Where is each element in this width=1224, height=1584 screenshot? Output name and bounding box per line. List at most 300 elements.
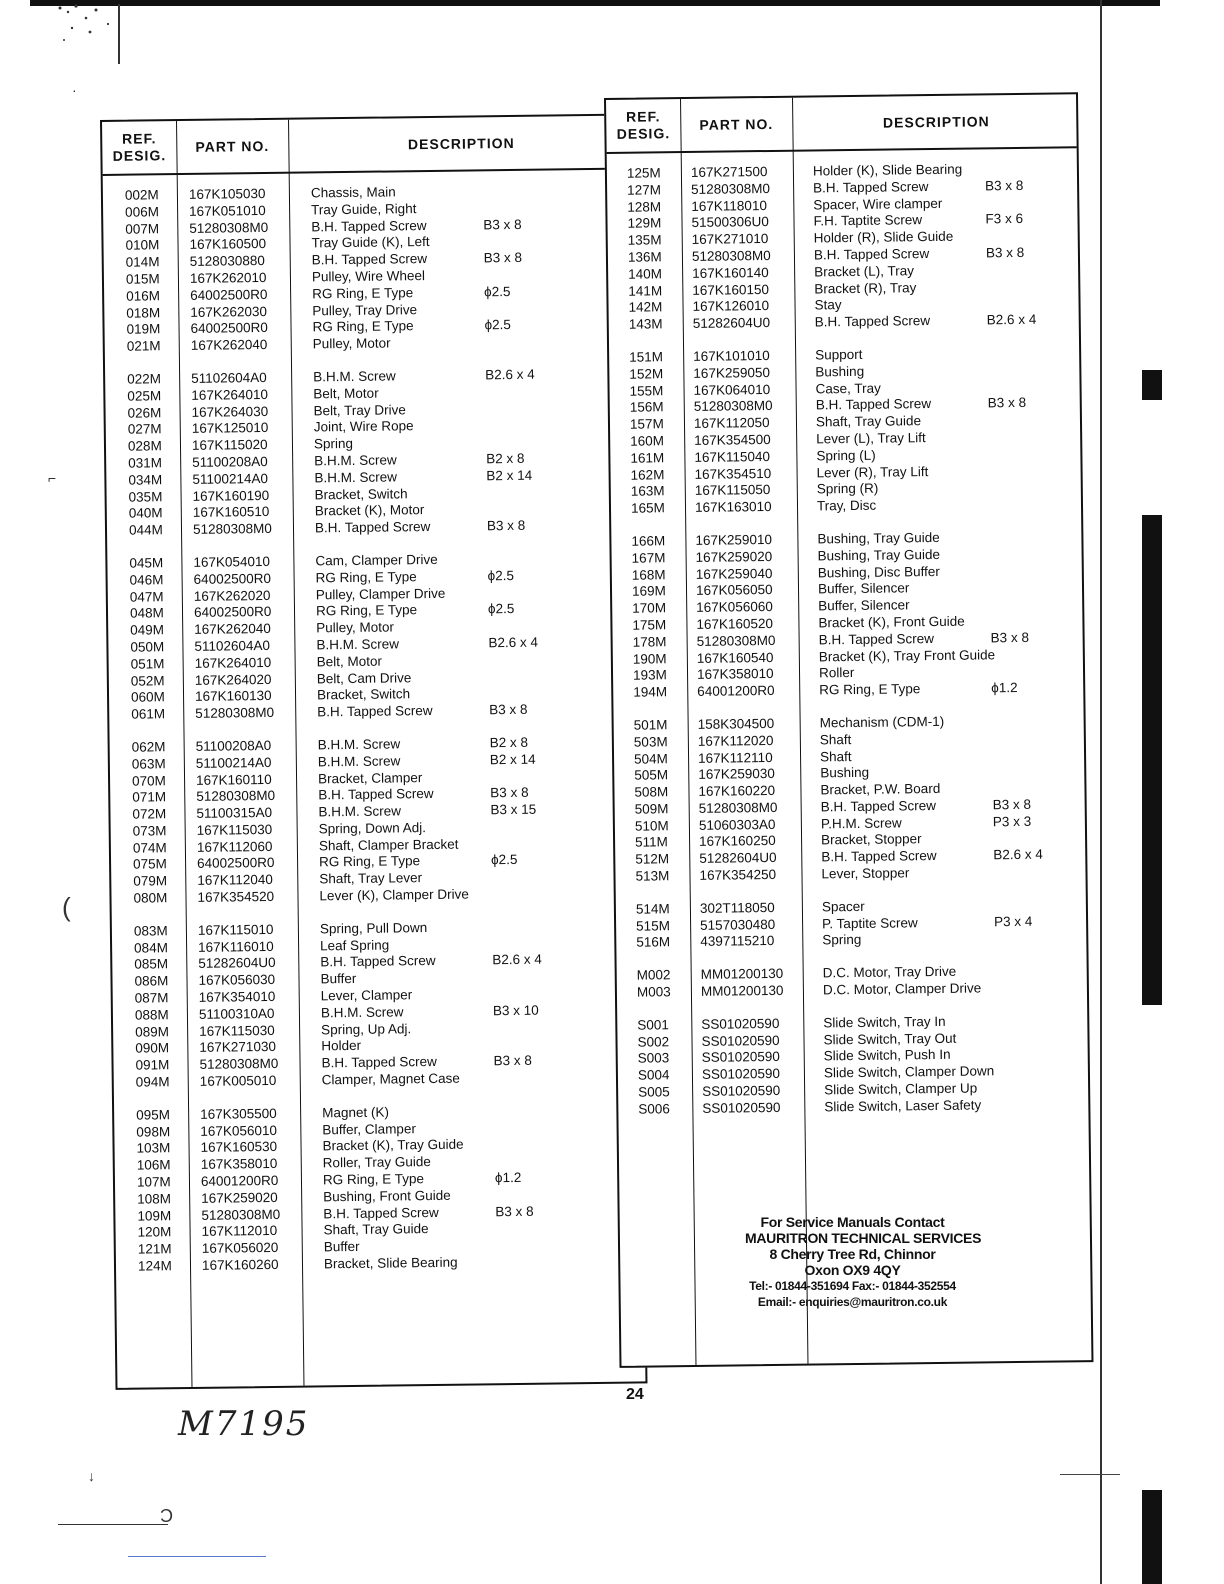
ref-desig-cell: 140M: [628, 266, 663, 282]
header-part-no: PART NO.: [195, 137, 270, 155]
size-cell: B3 x 8: [483, 250, 523, 266]
part-number-cell: SS01020590: [701, 1015, 780, 1032]
header-description: DESCRIPTION: [407, 134, 515, 152]
ref-desig-cell: 090M: [135, 1040, 170, 1057]
description-cell: B.H. Tapped Screw: [318, 786, 434, 803]
service-line: MAURITRON TECHNICAL SERVICES: [745, 1230, 982, 1246]
ref-desig-cell: 052M: [130, 672, 165, 689]
description-cell: Spring: [822, 932, 862, 948]
description-cell: Tray Guide (K), Left: [311, 234, 430, 251]
part-number-cell: MM01200130: [700, 966, 784, 983]
description-cell: Pulley, Tray Drive: [312, 301, 418, 318]
part-number-cell: 167K056060: [696, 599, 773, 616]
description-cell: Slide Switch, Laser Safety: [824, 1097, 982, 1115]
part-number-cell: 167K259040: [695, 565, 773, 582]
part-number-cell: 167K271030: [199, 1039, 277, 1056]
part-number-cell: 167K112040: [197, 872, 273, 889]
ref-desig-cell: 074M: [132, 839, 167, 856]
description-cell: Spring, Pull Down: [319, 919, 428, 937]
ref-desig-cell: 022M: [127, 371, 162, 387]
description-cell: B.H. Tapped Screw: [317, 703, 433, 720]
ref-desig-cell: 513M: [635, 868, 670, 884]
ref-desig-cell: 049M: [130, 622, 165, 638]
description-cell: B.H.M. Screw: [313, 368, 396, 385]
ref-desig-cell: 071M: [132, 789, 167, 805]
size-cell: B3 x 8: [486, 517, 526, 534]
ref-desig-cell: 175M: [632, 617, 667, 633]
description-cell: B.H.M. Screw: [320, 1004, 404, 1021]
description-cell: Shaft: [819, 731, 852, 748]
description-cell: B.H. Tapped Screw: [320, 953, 436, 970]
service-line: Oxon OX9 4QY: [804, 1262, 901, 1278]
ref-desig-cell: 504M: [633, 750, 668, 767]
ref-desig-cell: 169M: [631, 583, 666, 600]
header-ref-desig: REF. DESIG.: [112, 130, 167, 164]
description-cell: Lever (K), Clamper Drive: [319, 886, 469, 904]
part-number-cell: 167K160540: [696, 649, 774, 666]
ref-desig-cell: 109M: [137, 1207, 172, 1224]
part-number-cell: 51060303A0: [698, 816, 776, 833]
description-cell: B.H. Tapped Screw: [311, 217, 427, 235]
ref-desig-cell: 194M: [633, 684, 668, 700]
part-number-cell: 167K115030: [199, 1022, 275, 1039]
part-number-cell: 167K264020: [194, 671, 272, 688]
part-number-cell: 167K112020: [697, 732, 774, 749]
ref-desig-cell: 016M: [126, 288, 161, 304]
ref-desig-cell: 079M: [133, 873, 168, 889]
ref-desig-cell: 051M: [130, 655, 165, 672]
part-number-cell: 5128030880: [189, 253, 265, 270]
size-cell: B3 x 8: [987, 395, 1027, 411]
scan-noise-mark: [52, 0, 122, 90]
ref-desig-cell: 061M: [131, 706, 166, 722]
ref-desig-cell: S001: [637, 1017, 669, 1033]
part-number-cell: 51280308M0: [195, 705, 275, 721]
description-cell: Buffer, Silencer: [818, 597, 910, 614]
description-cell: Spring, Down Adj.: [318, 819, 427, 837]
ref-desig-cell: 127M: [627, 182, 661, 198]
ref-desig-cell: 087M: [134, 990, 169, 1006]
description-cell: Joint, Wire Rope: [313, 418, 414, 435]
ref-desig-cell: 129M: [627, 215, 662, 232]
ref-desig-cell: 157M: [629, 416, 664, 432]
part-number-cell: 51280308M0: [691, 180, 771, 197]
ref-desig-cell: 505M: [634, 767, 669, 783]
description-cell: Magnet (K): [322, 1104, 390, 1121]
part-number-cell: 167K259030: [698, 766, 775, 783]
ref-desig-cell: 019M: [126, 321, 161, 338]
ref-desig-cell: 151M: [629, 349, 664, 365]
ref-desig-cell: 516M: [636, 934, 671, 951]
ref-desig-cell: 021M: [126, 338, 161, 354]
part-number-cell: 51100310A0: [198, 1005, 275, 1022]
ref-desig-cell: 512M: [635, 851, 670, 867]
part-number-cell: 167K160130: [194, 688, 272, 705]
size-cell: B3 x 8: [493, 1053, 532, 1069]
description-cell: Belt, Motor: [316, 653, 383, 670]
ref-desig-cell: 034M: [128, 472, 163, 488]
parts-table-left: [100, 114, 647, 1390]
ref-desig-cell: 086M: [134, 973, 169, 989]
part-number-cell: 167K115030: [196, 821, 273, 838]
description-cell: B.H. Tapped Screw: [813, 178, 929, 196]
ref-desig-cell: 162M: [630, 466, 665, 483]
part-number-cell: 64001200R0: [200, 1172, 279, 1189]
part-number-cell: 167K354520: [197, 889, 275, 905]
part-number-cell: MM01200130: [700, 982, 784, 999]
description-cell: Chassis, Main: [310, 184, 396, 201]
description-cell: Slide Switch, Push In: [823, 1047, 951, 1064]
ref-desig-cell: 028M: [127, 438, 162, 454]
description-cell: Belt, Motor: [313, 385, 379, 402]
ref-desig-cell: 060M: [130, 689, 165, 705]
description-cell: B.H.M. Screw: [318, 803, 402, 820]
ref-desig-cell: 091M: [135, 1057, 170, 1073]
description-cell: B.H.M. Screw: [317, 736, 401, 753]
ref-desig-cell: 167M: [631, 550, 666, 566]
ref-desig-cell: 514M: [635, 901, 670, 917]
description-cell: D.C. Motor, Tray Drive: [822, 964, 957, 981]
size-cell: B2.6 x 4: [492, 952, 542, 968]
ref-desig-cell: 510M: [634, 817, 669, 834]
part-number-cell: 167K354250: [699, 867, 777, 883]
description-cell: B.H. Tapped Screw: [813, 246, 930, 263]
service-line: 8 Cherry Tree Rd, Chinnor: [769, 1246, 936, 1262]
description-cell: RG Ring, E Type: [312, 284, 414, 302]
description-cell: Case, Tray: [815, 380, 881, 396]
service-line: Tel:- 01844-351694 Fax:- 01844-352554: [749, 1279, 956, 1293]
size-cell: ϕ2.5: [487, 601, 515, 617]
ref-desig-cell: 107M: [136, 1174, 171, 1190]
description-cell: Pulley, Motor: [312, 335, 391, 352]
description-cell: Slide Switch, Clamper Down: [823, 1063, 995, 1081]
description-cell: Bracket, Slide Bearing: [323, 1254, 458, 1272]
ref-desig-cell: S003: [637, 1050, 670, 1067]
part-number-cell: 51280308M0: [201, 1206, 281, 1223]
part-number-cell: 167K160510: [192, 504, 270, 521]
description-cell: RG Ring, E Type: [315, 568, 417, 586]
ref-desig-cell: S005: [638, 1084, 670, 1100]
part-number-cell: 64001200R0: [697, 683, 775, 700]
description-cell: Tray, Disc: [816, 497, 877, 514]
ref-desig-cell: 048M: [129, 605, 164, 621]
description-cell: Mechanism (CDM-1): [819, 713, 945, 731]
handwritten-note: M7195: [178, 1404, 310, 1444]
description-cell: Slide Switch, Tray In: [823, 1013, 946, 1031]
size-cell: B2 x 8: [486, 450, 525, 467]
ref-desig-cell: 152M: [629, 366, 664, 382]
part-number-cell: 167K264010: [191, 386, 269, 403]
ref-desig-cell: 014M: [125, 254, 160, 270]
ref-desig-cell: 046M: [129, 571, 164, 588]
ref-desig-cell: 128M: [627, 198, 662, 215]
part-number-cell: 51100214A0: [192, 470, 269, 487]
description-cell: Roller, Tray Guide: [322, 1154, 431, 1171]
part-number-cell: 167K271500: [690, 164, 768, 180]
ref-desig-cell: 098M: [136, 1123, 171, 1140]
description-cell: Shaft, Tray Guide: [815, 413, 922, 430]
part-number-cell: 167K163010: [694, 499, 772, 516]
scan-line: [1060, 1474, 1120, 1475]
description-cell: Belt, Cam Drive: [316, 669, 412, 686]
description-cell: Buffer, Clamper: [322, 1120, 416, 1137]
part-number-cell: 167K005010: [199, 1072, 277, 1089]
ref-desig-cell: 047M: [129, 588, 164, 605]
service-contact-notice: [745, 1214, 982, 1310]
ref-desig-cell: 165M: [630, 500, 665, 516]
part-number-cell: 51280308M0: [698, 799, 778, 816]
description-cell: B.H.M. Screw: [317, 753, 401, 770]
description-cell: Clamper, Magnet Case: [321, 1070, 460, 1088]
description-cell: B.H.M. Screw: [314, 469, 397, 486]
ref-desig-cell: 088M: [134, 1007, 169, 1023]
description-cell: Spring, Up Adj.: [321, 1020, 412, 1038]
part-number-cell: 51102604A0: [191, 369, 267, 386]
size-cell: B3 x 10: [492, 1002, 539, 1019]
header-ref-desig: REF. DESIG.: [616, 108, 671, 142]
ref-desig-cell: S006: [638, 1101, 670, 1117]
description-cell: Shaft, Tray Guide: [323, 1221, 429, 1238]
part-number-cell: 51280308M0: [199, 1056, 279, 1073]
part-number-cell: 167K259050: [693, 364, 771, 381]
size-cell: B3 x 8: [985, 177, 1024, 194]
scan-right-edge: [1100, 0, 1102, 1584]
size-cell: B3 x 8: [990, 629, 1029, 646]
ref-desig-cell: 141M: [628, 282, 663, 299]
description-cell: Holder (R), Slide Guide: [813, 228, 954, 246]
part-number-cell: 167K264010: [194, 654, 272, 671]
part-number-cell: 167K126010: [692, 298, 770, 315]
part-number-cell: 167K056020: [201, 1240, 279, 1257]
ref-desig-cell: S004: [637, 1067, 670, 1083]
part-number-cell: SS01020590: [701, 1066, 781, 1083]
part-number-cell: SS01020590: [702, 1099, 781, 1116]
description-cell: Shaft, Tray Lever: [319, 870, 423, 887]
ref-desig-cell: 509M: [634, 801, 669, 817]
description-cell: RG Ring, E Type: [318, 853, 421, 870]
ref-desig-cell: 108M: [137, 1191, 172, 1207]
size-cell: P3 x 4: [993, 913, 1033, 929]
description-cell: P.H.M. Screw: [820, 815, 902, 832]
description-cell: F.H. Taptite Screw: [813, 212, 923, 229]
description-cell: Roller: [818, 665, 855, 681]
description-cell: Bushing: [815, 363, 865, 380]
part-number-cell: 51102604A0: [194, 637, 271, 654]
description-cell: Stay: [814, 297, 842, 313]
part-number-cell: 167K160190: [192, 487, 270, 504]
description-cell: Spring: [313, 436, 354, 452]
description-cell: B.H. Tapped Screw: [815, 396, 932, 413]
size-cell: ϕ2.5: [487, 567, 515, 584]
ref-desig-cell: 027M: [127, 421, 162, 438]
part-number-cell: 167K160220: [698, 783, 776, 799]
description-cell: RG Ring, E Type: [322, 1171, 425, 1188]
part-number-cell: 51100214A0: [195, 754, 272, 771]
description-cell: Bracket (L), Tray: [814, 263, 915, 280]
scan-speck: Ɔ: [160, 1506, 173, 1526]
part-number-cell: 167K115010: [197, 921, 274, 938]
ref-desig-cell: 035M: [128, 488, 163, 505]
part-number-cell: 51282604U0: [198, 955, 276, 972]
part-number-cell: 167K115040: [694, 448, 771, 465]
ref-desig-cell: 136M: [627, 249, 662, 265]
part-number-cell: 167K354010: [198, 988, 276, 1005]
table-header: [102, 116, 631, 176]
scan-edge-mark: [1142, 515, 1162, 1005]
parts-table-right: [604, 92, 1093, 1368]
description-cell: B.H. Tapped Screw: [323, 1204, 439, 1221]
description-cell: Bracket, Clamper: [317, 769, 423, 786]
description-cell: B.H. Tapped Screw: [321, 1054, 437, 1071]
description-cell: RG Ring, E Type: [819, 681, 921, 698]
ref-desig-cell: 083M: [133, 923, 168, 939]
header-description: DESCRIPTION: [882, 112, 990, 131]
part-number-cell: 167K160140: [692, 264, 769, 281]
size-cell: P3 x 3: [992, 813, 1032, 829]
scan-edge-mark: [1142, 1490, 1162, 1584]
part-number-cell: 51100208A0: [195, 737, 272, 754]
size-cell: B2 x 8: [489, 734, 529, 751]
ref-desig-cell: 026M: [127, 404, 162, 421]
ref-desig-cell: 168M: [631, 566, 666, 583]
part-number-cell: 167K064010: [693, 381, 771, 398]
ref-desig-cell: 073M: [132, 823, 167, 839]
description-cell: B.H.M. Screw: [316, 636, 400, 653]
part-number-cell: 64002500R0: [193, 604, 272, 621]
part-number-cell: 51280308M0: [696, 632, 776, 649]
size-cell: B2.6 x 4: [485, 366, 535, 383]
ref-desig-cell: 063M: [131, 755, 166, 772]
part-number-cell: 51282604U0: [692, 315, 771, 332]
ref-desig-cell: 007M: [125, 220, 160, 237]
description-cell: Bracket (K), Tray Front Guide: [818, 646, 996, 664]
ref-desig-cell: 094M: [135, 1074, 170, 1090]
scan-speck: ↓: [88, 1468, 95, 1484]
part-number-cell: 167K259020: [695, 548, 773, 565]
ref-desig-cell: 085M: [134, 956, 169, 973]
ref-desig-cell: 160M: [630, 433, 665, 449]
part-number-cell: 51280308M0: [693, 398, 773, 415]
scan-line: [58, 1524, 168, 1525]
part-number-cell: 167K160150: [692, 281, 770, 298]
scan-line: [128, 1556, 266, 1557]
part-number-cell: 167K112010: [201, 1223, 278, 1240]
part-number-cell: 51280308M0: [691, 247, 771, 264]
description-cell: Bracket, Switch: [314, 485, 408, 502]
ref-desig-cell: 121M: [137, 1241, 172, 1257]
part-number-cell: 51100208A0: [192, 453, 268, 470]
service-line: Email:- enquiries@mauritron.co.uk: [757, 1295, 948, 1309]
ref-desig-cell: 515M: [636, 917, 670, 934]
part-number-cell: 167K051010: [189, 202, 266, 219]
part-number-cell: 167K262040: [190, 337, 268, 354]
table-header: [606, 94, 1077, 154]
part-number-cell: 167K101010: [693, 347, 770, 364]
ref-desig-cell: 106M: [136, 1157, 171, 1173]
description-cell: Bracket (K), Tray Guide: [322, 1137, 464, 1154]
ref-desig-cell: S002: [637, 1033, 670, 1050]
description-cell: Tray Guide, Right: [311, 200, 417, 218]
part-number-cell: 5157030480: [700, 916, 776, 933]
part-number-cell: 158K304500: [697, 715, 775, 732]
description-cell: Bracket (R), Tray: [814, 279, 917, 297]
ref-desig-cell: 124M: [137, 1258, 172, 1274]
description-cell: P. Taptite Screw: [822, 914, 918, 932]
ref-desig-cell: 095M: [136, 1107, 171, 1123]
part-number-cell: 51100315A0: [196, 805, 273, 821]
description-cell: Bracket (K), Motor: [314, 502, 425, 519]
description-cell: B.H. Tapped Screw: [821, 848, 937, 865]
description-cell: Holder: [321, 1038, 362, 1054]
description-cell: B.H. Tapped Screw: [820, 797, 937, 815]
description-cell: Spacer: [821, 898, 865, 915]
ref-desig-cell: 040M: [128, 505, 163, 522]
size-cell: ϕ2.5: [490, 852, 518, 868]
description-cell: Shaft: [819, 748, 852, 764]
part-number-cell: 167K056010: [200, 1122, 278, 1139]
ref-desig-cell: 080M: [133, 890, 168, 906]
part-number-cell: 167K259010: [695, 531, 773, 548]
part-number-cell: 167K358010: [200, 1156, 278, 1173]
ref-desig-cell: 025M: [127, 388, 162, 404]
description-cell: Leaf Spring: [320, 937, 390, 954]
description-cell: Bushing, Disc Buffer: [817, 563, 940, 580]
part-number-cell: 51282604U0: [699, 850, 777, 867]
part-number-cell: 167K054010: [193, 553, 271, 570]
description-cell: Lever, Stopper: [821, 865, 910, 882]
description-cell: RG Ring, E Type: [312, 318, 414, 335]
part-number-cell: 167K160110: [195, 771, 272, 788]
part-number-cell: 167K118010: [691, 197, 767, 214]
ref-desig-cell: M002: [636, 967, 671, 983]
part-number-cell: 167K160520: [696, 615, 774, 632]
description-cell: RG Ring, E Type: [315, 602, 418, 619]
ref-desig-cell: 070M: [131, 772, 166, 789]
ref-desig-cell: 156M: [629, 399, 664, 416]
part-number-cell: 167K354500: [694, 431, 771, 448]
description-cell: Spring (L): [816, 447, 876, 464]
ref-desig-cell: 125M: [626, 165, 661, 181]
size-cell: ϕ2.5: [484, 317, 511, 333]
description-cell: Buffer: [323, 1239, 360, 1255]
ref-desig-cell: 193M: [632, 667, 667, 684]
part-number-cell: SS01020590: [701, 1049, 780, 1066]
part-number-cell: 167K354510: [694, 465, 772, 482]
part-number-cell: 167K115050: [694, 482, 771, 499]
ref-desig-cell: 163M: [630, 483, 665, 500]
size-cell: B2 x 14: [486, 467, 533, 484]
part-number-cell: 167K358010: [696, 666, 774, 683]
ref-desig-cell: 044M: [128, 522, 163, 538]
description-cell: Bracket, P.W. Board: [820, 781, 941, 798]
description-cell: Bushing, Front Guide: [323, 1187, 451, 1205]
description-cell: Holder (K), Slide Bearing: [812, 161, 963, 179]
description-cell: B.H.M. Screw: [314, 452, 397, 469]
ref-desig-cell: 089M: [135, 1023, 170, 1040]
ref-desig-cell: 103M: [136, 1140, 171, 1157]
ref-desig-cell: 508M: [634, 784, 669, 800]
description-cell: B.H. Tapped Screw: [814, 313, 931, 330]
part-number-cell: 64002500R0: [190, 320, 268, 337]
ref-desig-cell: 142M: [628, 299, 663, 316]
description-cell: Support: [815, 346, 863, 363]
description-cell: Lever, Clamper: [320, 987, 413, 1004]
description-cell: Bracket, Switch: [316, 686, 411, 703]
size-cell: B2.6 x 4: [488, 634, 539, 651]
description-cell: Buffer: [320, 971, 357, 987]
ref-desig-cell: 178M: [632, 633, 667, 650]
description-cell: Shaft, Clamper Bracket: [318, 836, 459, 854]
